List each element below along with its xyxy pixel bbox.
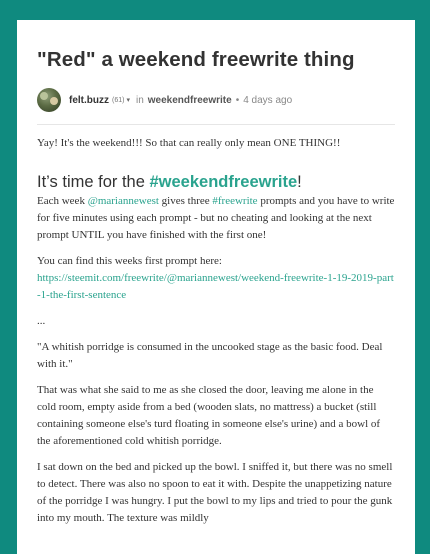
post-body [37,135,395,527]
ellipsis-paragraph: ... [37,315,46,327]
heading-hashtag-link[interactable]: #weekendfreewrite [149,173,298,191]
story-paragraph-2: I sat down on the bed and picked up the bowl. I sniffed it, but there was no smell to detect. There was also no spoon to eat it with. Despite the unappetizing nature of the porridge I was hungry. I put the bowl to my lips and tried to pour the gunk into my mouth. The texture was mildly [37,461,393,524]
find-prompt-label: You can find this weeks first prompt here: [37,255,222,267]
heading-text: It’s time for the [37,173,150,191]
intro-paragraph: Yay! It's the weekend!!! So that can really only mean ONE THING!! [37,137,341,149]
text: gives three [158,195,213,207]
quote-paragraph: "A whitish porridge is consumed in the uncooked stage as the basic food. Deal with it." [37,341,383,370]
avatar-foliage-icon [40,92,48,100]
post-time: 4 days ago [243,94,293,106]
post-meta [37,88,395,112]
story-paragraph: That was what she said to me as she closed the door, leaving me alone in the cold room, empty aside from a bed (wooden slats, no mattress) a bucket (still containing someone else's turd floating in someone else's urine) and a bowl of the aforementioned cold whitish porridge. [37,384,381,447]
heading-suffix: ! [297,173,302,191]
prompt-paragraph [37,270,395,304]
avatar-foliage-icon [50,97,58,105]
section-heading [37,171,395,193]
chevron-down-icon[interactable]: ▾ [126,96,130,104]
post-card [17,20,415,554]
meta-separator: • [235,94,240,106]
in-label: in [135,94,144,106]
freewrite-tag-link[interactable]: #freewrite [212,195,258,207]
author-link[interactable]: felt.buzz [69,94,109,106]
prompt-link[interactable]: https://steemit.com/freewrite/@mariannewest/weekend-freewrite-1-19-2019-part-1-the-first-sentence [37,272,394,301]
community-link[interactable]: weekendfreewrite [147,94,232,106]
text: Each week [37,195,88,207]
mention-link[interactable]: @mariannewest [87,195,159,207]
avatar[interactable] [37,88,61,112]
text: prompts and you have to write for five minutes using each prompt - but no cheating and looking at the next prompt UNTIL you have finished with the first one! [37,195,395,241]
rules-paragraph [37,193,395,244]
reputation-badge: (61) [112,96,125,104]
post-title: "Red" a weekend freewrite thing [37,48,355,71]
divider [37,124,395,125]
